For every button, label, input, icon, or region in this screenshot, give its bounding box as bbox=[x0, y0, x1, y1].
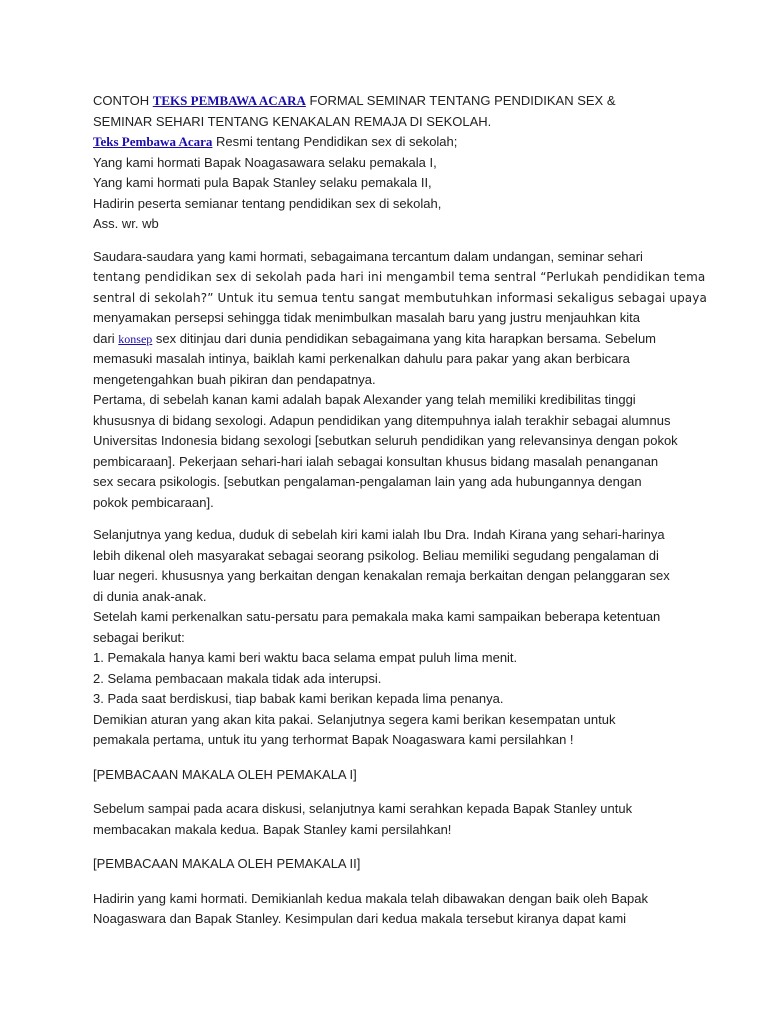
para1-line-2: tentang pendidikan sex di sekolah pada hari ini mengambil tema sentral “Perlukah pendidikan tema bbox=[93, 270, 706, 284]
para2-line-5: Setelah kami perkenalkan satu-persatu para pemakala maka kami sampaikan beberapa ketentuan bbox=[93, 609, 661, 624]
spacer bbox=[93, 751, 683, 765]
para1-line-13: pokok pembicaraan]. bbox=[93, 494, 214, 510]
konsep-link[interactable]: konsep bbox=[118, 331, 153, 346]
stage-direction-1: [PEMBACAAN MAKALA OLEH PEMAKALA I] bbox=[93, 766, 357, 782]
para2-line-3: luar negeri. khususnya yang berkaitan dengan kenakalan remaja berkaitan dengan pelanggaran sex bbox=[93, 568, 670, 583]
intro-line-1-suffix: FORMAL SEMINAR TENTANG PENDIDIKAN SEX & bbox=[305, 93, 616, 108]
para1-line-9: khususnya di bidang sexologi. Adapun pendidikan yang ditempuhnya ialah terakhir sebagai alumnus bbox=[93, 412, 671, 428]
para1-line-10: Universitas Indonesia bidang sexologi [sebutkan seluruh pendidikan yang relevansinya dengan pokok bbox=[93, 433, 678, 448]
document-body bbox=[93, 91, 707, 930]
para1-line-5-prefix: dari bbox=[93, 330, 119, 346]
spacer bbox=[93, 235, 683, 247]
para1-line-5-suffix: sex ditinjau dari dunia pendidikan sebagaimana yang kita harapkan bersama. Sebelum bbox=[152, 330, 657, 346]
para4-line-1: Hadirin yang kami hormati. Demikianlah kedua makala telah dibawakan dengan baik oleh Bapak bbox=[93, 890, 648, 906]
para1-line-4: menyamakan persepsi sehingga tidak menimbulkan masalah baru yang justru menjauhkan kita bbox=[93, 310, 641, 325]
para1-line-8: Pertama, di sebelah kanan kami adalah bapak Alexander yang telah memiliki kredibilitas tinggi bbox=[93, 392, 636, 407]
teks-pembawa-acara-link[interactable]: TEKS PEMBAWA ACARA bbox=[152, 93, 306, 108]
spacer bbox=[93, 875, 683, 889]
teks-pembawa-acara-link-2[interactable]: Teks Pembawa Acara bbox=[93, 134, 213, 149]
para2-list-item-3: 3. Pada saat berdiskusi, tiap babak kami berikan kepada lima penanya. bbox=[93, 691, 504, 706]
para3-line-1: Sebelum sampai pada acara diskusi, selanjutnya kami serahkan kepada Bapak Stanley untuk bbox=[93, 801, 633, 816]
para2-line-1: Selanjutnya yang kedua, duduk di sebelah kiri kami ialah Ibu Dra. Indah Kirana yang sehari-harinya bbox=[93, 527, 665, 542]
intro-line-1-prefix: CONTOH bbox=[93, 93, 153, 108]
para1-line-6: memasuki masalah intinya, baiklah kami perkenalkan dahulu para pakar yang akan berbicara bbox=[93, 351, 630, 366]
para3-line-2: membacakan makala kedua. Bapak Stanley kami persilahkan! bbox=[93, 821, 452, 837]
para2-line-10: Demikian aturan yang akan kita pakai. Selanjutnya segera kami berikan kesempatan untuk bbox=[93, 711, 616, 727]
para1-line-3: sentral di sekolah?” Untuk itu semua tentu sangat membutuhkan informasi sekaligus sebagai upaya bbox=[93, 290, 707, 305]
intro-line-1 bbox=[93, 91, 683, 112]
para1-line-12: sex secara psikologis. [sebutkan pengalaman-pengalaman lain yang ada hubungannya dengan bbox=[93, 474, 642, 489]
para2-line-2: lebih dikenal oleh masyarakat sebagai seorang psikolog. Beliau memiliki segudang pengalaman di bbox=[93, 547, 659, 563]
spacer bbox=[93, 785, 683, 799]
para2-list-item-1: 1. Pemakala hanya kami beri waktu baca selama empat puluh lima menit. bbox=[93, 650, 518, 665]
intro-line-3 bbox=[93, 132, 683, 153]
intro-line-7: Ass. wr. wb bbox=[93, 216, 159, 231]
para1-line-7: mengetengahkan buah pikiran dan pendapatnya. bbox=[93, 371, 376, 387]
para2-list-item-2: 2. Selama pembacaan makala tidak ada interupsi. bbox=[93, 670, 382, 686]
para2-line-11: pemakala pertama, untuk itu yang terhormat Bapak Noagaswara kami persilahkan ! bbox=[93, 732, 574, 747]
intro-line-5: Yang kami hormati pula Bapak Stanley selaku pemakala II, bbox=[93, 175, 432, 190]
intro-line-2: SEMINAR SEHARI TENTANG KENAKALAN REMAJA DI SEKOLAH. bbox=[93, 113, 492, 129]
para1-line-11: pembicaraan]. Pekerjaan sehari-hari ialah sebagai konsultan khusus bidang masalah penanganan bbox=[93, 453, 659, 469]
intro-line-3-suffix: Resmi tentang Pendidikan sex di sekolah; bbox=[212, 134, 458, 149]
intro-line-4: Yang kami hormati Bapak Noagasawara selaku pemakala I, bbox=[93, 154, 437, 170]
para4-line-2: Noagaswara dan Bapak Stanley. Kesimpulan dari kedua makala tersebut kiranya dapat kami bbox=[93, 911, 627, 926]
para1-line-5 bbox=[93, 329, 683, 350]
para1-line-1: Saudara-saudara yang kami hormati, sebagaimana tercantum dalam undangan, seminar sehari bbox=[93, 248, 643, 264]
para2-line-4: di dunia anak-anak. bbox=[93, 588, 207, 604]
stage-direction-2: [PEMBACAAN MAKALA OLEH PEMAKALA II] bbox=[93, 856, 361, 871]
spacer bbox=[93, 513, 683, 525]
para2-line-6: sebagai berikut: bbox=[93, 629, 185, 645]
intro-line-6: Hadirin peserta semianar tentang pendidikan sex di sekolah, bbox=[93, 195, 442, 211]
spacer bbox=[93, 840, 683, 854]
